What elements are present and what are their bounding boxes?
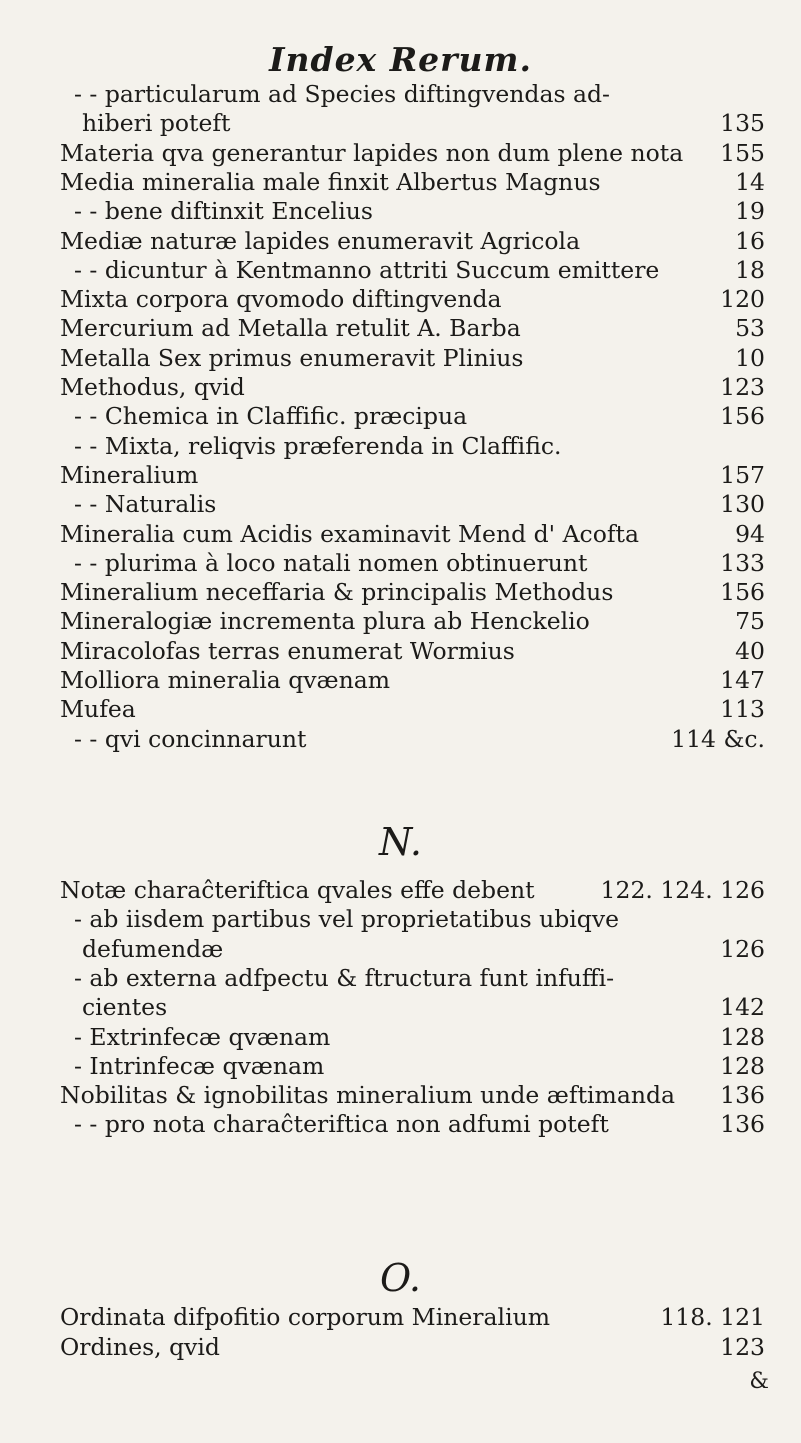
section-letter-n: N. xyxy=(379,820,422,864)
index-entry xyxy=(60,80,765,109)
index-entry xyxy=(60,197,765,226)
index-entry xyxy=(60,1052,765,1081)
index-entry xyxy=(60,139,765,168)
entry-text: Mercurium ad Metalla retulit A. Barba xyxy=(60,314,521,343)
entry-page-number: 114 &c. xyxy=(671,724,765,753)
index-entry xyxy=(60,1303,765,1332)
entry-text: Mixta corpora qvomodo diftingvenda xyxy=(60,285,502,314)
entry-text: - - plurima à loco natali nomen obtinuerunt xyxy=(74,548,588,577)
index-entry xyxy=(60,256,765,285)
entry-page-number: 19 xyxy=(735,197,765,226)
index-entry xyxy=(60,637,765,666)
entry-text: Mineralia cum Acidis examinavit Mend d' Acofta xyxy=(60,519,640,548)
entry-text: - - bene diftinxit Encelius xyxy=(74,197,373,226)
entry-text: Methodus, qvid xyxy=(60,373,245,401)
index-entry xyxy=(60,549,765,578)
entry-text: - - pro nota charaĉteriftica non adfumi poteft xyxy=(74,1110,609,1139)
index-entry xyxy=(60,1023,765,1052)
entry-page-number: 155 xyxy=(720,138,765,167)
entry-text: - ab externa adfpectu & ftructura funt infuffi- xyxy=(74,963,615,992)
catchword: & xyxy=(749,1369,769,1394)
entry-text: - - dicuntur à Kentmanno attriti Succum emittere xyxy=(74,255,660,284)
index-entry xyxy=(60,314,765,343)
index-entry xyxy=(60,432,765,461)
index-entry xyxy=(60,725,765,754)
entry-page-number: 130 xyxy=(720,490,765,519)
entry-page-number: 10 xyxy=(735,343,765,372)
entry-text: Mineralium xyxy=(60,460,199,489)
entry-page-number: 123 xyxy=(720,373,765,401)
index-entry xyxy=(60,285,765,314)
entry-page-number: 16 xyxy=(735,226,765,255)
index-entry xyxy=(60,578,765,607)
index-entry xyxy=(60,402,765,431)
entry-text: Materia qva generantur lapides non dum plene nota xyxy=(60,138,684,167)
entry-text: Notæ charaĉteriftica qvales effe debent xyxy=(60,876,535,904)
section-letter-o: O. xyxy=(379,1256,421,1300)
index-entry xyxy=(60,1110,765,1139)
entry-text: defumendæ xyxy=(82,934,224,963)
entry-text: - Intrinfecæ qvænam xyxy=(74,1051,325,1080)
entry-page-number: 120 xyxy=(720,285,765,314)
index-entry xyxy=(60,520,765,549)
entry-page-number: 122. 124. 126 xyxy=(600,876,765,904)
entry-page-number: 53 xyxy=(735,314,765,343)
index-entry xyxy=(60,993,765,1022)
index-entry xyxy=(60,1081,765,1110)
index-entry xyxy=(60,666,765,695)
entry-text: Metalla Sex primus enumeravit Plinius xyxy=(60,343,524,372)
running-header: Index Rerum. xyxy=(269,40,532,79)
entry-text: - - Mixta, reliqvis præferenda in Claffific. xyxy=(74,431,562,460)
entry-text: Mediæ naturæ lapides enumeravit Agricola xyxy=(60,226,581,255)
entry-text: Molliora mineralia qvænam xyxy=(60,666,391,694)
index-entry xyxy=(60,109,765,138)
entry-page-number: 40 xyxy=(735,636,765,665)
index-entry xyxy=(60,168,765,197)
entry-text: - Extrinfecæ qvænam xyxy=(74,1022,331,1051)
index-entry xyxy=(60,490,765,519)
index-entry xyxy=(60,1333,765,1362)
entry-page-number: 18 xyxy=(735,255,765,284)
entry-page-number: 156 xyxy=(720,578,765,607)
entry-text: Miracolofas terras enumerat Wormius xyxy=(60,636,515,665)
entry-page-number: 128 xyxy=(720,1051,765,1080)
entry-text: - - Chemica in Claffific. præcipua xyxy=(74,402,468,431)
entry-page-number: 113 xyxy=(720,695,765,724)
entry-text: Mufea xyxy=(60,695,136,724)
index-entry xyxy=(60,876,765,905)
index-entry xyxy=(60,373,765,402)
entry-page-number: 136 xyxy=(720,1081,765,1110)
entry-text: Media mineralia male finxit Albertus Magnus xyxy=(60,167,601,196)
entry-text: Ordines, qvid xyxy=(60,1332,220,1361)
index-entry xyxy=(60,695,765,724)
index-entry xyxy=(60,964,765,993)
entry-page-number: 142 xyxy=(720,993,765,1022)
entry-page-number: 94 xyxy=(735,519,765,548)
index-entry xyxy=(60,461,765,490)
entry-text: - - Naturalis xyxy=(74,490,217,519)
index-entry xyxy=(60,905,765,934)
entry-text: Mineralium neceffaria & principalis Methodus xyxy=(60,578,614,607)
index-entry xyxy=(60,227,765,256)
entry-page-number: 133 xyxy=(720,548,765,577)
entry-text: - - qvi concinnarunt xyxy=(74,724,307,753)
entry-text: - - particularum ad Species diftingvendas ad- xyxy=(74,80,610,108)
entry-page-number: 147 xyxy=(720,666,765,694)
entry-page-number: 136 xyxy=(720,1110,765,1139)
entry-page-number: 118. 121 xyxy=(660,1303,765,1331)
entry-text: hiberi poteft xyxy=(82,109,231,138)
index-entry xyxy=(60,607,765,636)
entry-text: cientes xyxy=(82,993,168,1022)
entry-page-number: 126 xyxy=(720,934,765,963)
entry-text: Ordinata difpofitio corporum Mineralium xyxy=(60,1303,551,1331)
entry-page-number: 75 xyxy=(735,607,765,636)
entry-page-number: 14 xyxy=(735,167,765,196)
index-entry xyxy=(60,344,765,373)
entry-text: Mineralogiæ incrementa plura ab Henckelio xyxy=(60,607,590,636)
entry-page-number: 135 xyxy=(720,109,765,138)
index-entry xyxy=(60,935,765,964)
entry-text: Nobilitas & ignobilitas mineralium unde æftimanda xyxy=(60,1081,676,1110)
entry-page-number: 157 xyxy=(720,460,765,489)
entry-text: - ab iisdem partibus vel proprietatibus ubiqve xyxy=(74,905,620,934)
entry-page-number: 156 xyxy=(720,402,765,431)
entry-page-number: 123 xyxy=(720,1332,765,1361)
entry-page-number: 128 xyxy=(720,1022,765,1051)
